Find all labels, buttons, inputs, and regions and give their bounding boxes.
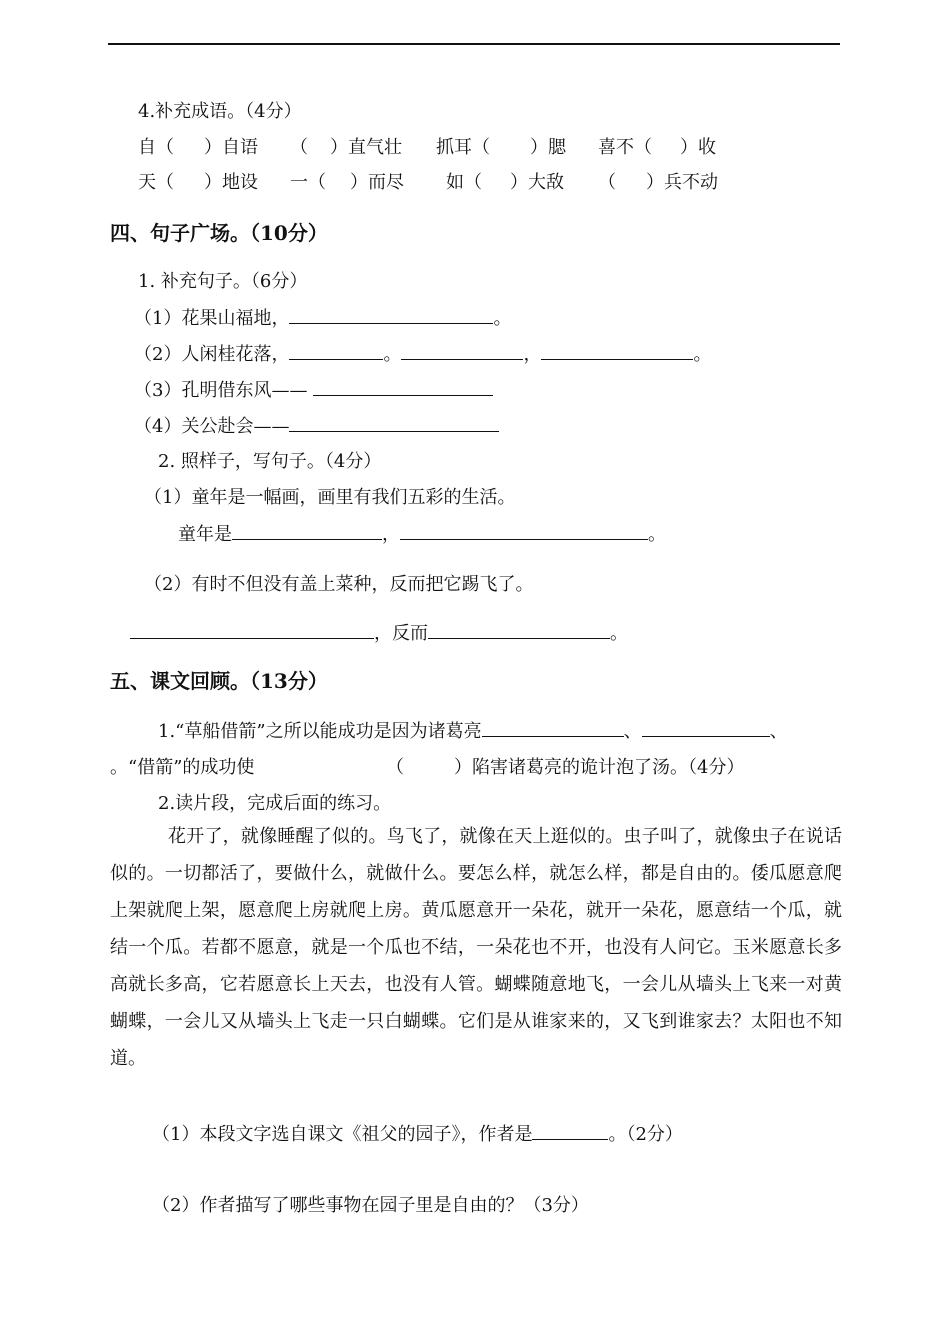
- idiom-6-part-1: 一（: [290, 172, 326, 193]
- blank-author[interactable]: [532, 1121, 608, 1140]
- idiom-3-part-1: 抓耳（: [436, 137, 490, 158]
- idiom-7-part-2: ）大敌: [510, 172, 564, 193]
- blank-ex2b[interactable]: [428, 620, 610, 639]
- example-1: （1）童年是一幅画，画里有我们五彩的生活。: [144, 487, 516, 508]
- idiom-5-part-1: 天（: [138, 172, 174, 193]
- idiom-1-part-2: ）自语: [204, 137, 258, 158]
- reading-passage: 花开了，就像睡醒了似的。鸟飞了，就像在天上逛似的。虫子叫了，就像虫子在说话似的。一切都活了，要做什么，就做什么。要怎么样，就怎么样，都是自由的。倭瓜愿意爬上架就爬上架，愿意爬上房就爬上房。黄瓜愿意开一朵花，就开一朵花，愿意结一个瓜，就结一个瓜。若都不愿意，就是一个瓜也不结，一朵花也不开，也没有人问它。玉米愿意长多高就长多高，它若愿意长上天去，也没有人管。蝴蝶随意地飞，一会儿从墙头上飞来一对黄蝴蝶，一会儿又从墙头上飞走一只白蝴蝶。它们是从谁家来的，又飞到谁家去？太阳也不知道。: [110, 826, 842, 1069]
- example-1-answer: [178, 521, 666, 548]
- sub-question-1-text: （1）本段文字选自课文《祖父的园子》，作者是: [152, 1124, 533, 1145]
- example-1-prompt: 童年是: [178, 524, 232, 545]
- blank-1[interactable]: [289, 305, 493, 324]
- idiom-7-part-1: 如（: [446, 172, 482, 193]
- sentence-3-text: （3）孔明借东风——: [134, 380, 308, 401]
- s4-q2-title: 2. 照样子，写句子。（4分）: [158, 451, 382, 472]
- sentence-2-text: （2）人闲桂花落，: [134, 344, 290, 365]
- separator: 、: [769, 721, 788, 742]
- period: 。: [610, 623, 628, 644]
- idiom-2-part-2: ）直气壮: [330, 137, 402, 158]
- blank-4[interactable]: [289, 413, 499, 432]
- idiom-3-part-2: ）腮: [530, 137, 566, 158]
- idiom-2-part-1: （: [290, 137, 308, 158]
- s5-q1-line2a: 。“借箭”的成功使: [110, 757, 255, 778]
- period: 。: [648, 524, 666, 545]
- top-rule: [108, 43, 840, 45]
- section-4-heading: 四、句子广场。（10分）: [110, 221, 328, 245]
- comma: ，: [382, 524, 400, 545]
- example-2-answer: [130, 620, 628, 647]
- idiom-6-part-2: ）而尽: [350, 172, 404, 193]
- s5-q1-line2b: （: [386, 757, 404, 778]
- sentence-1-text: （1）花果山福地，: [134, 308, 290, 329]
- blank-2c[interactable]: [541, 341, 693, 360]
- section-5-heading: 五、课文回顾。（13分）: [110, 669, 328, 693]
- sentence-2: [134, 341, 711, 368]
- s5-q2-title: 2.读片段，完成后面的练习。: [158, 793, 392, 814]
- sub-question-2: （2）作者描写了哪些事物在园子里是自由的？（3分）: [152, 1195, 589, 1216]
- comma: ，: [523, 344, 542, 365]
- blank-ex1b[interactable]: [400, 521, 648, 540]
- blank-2b[interactable]: [401, 341, 523, 360]
- idiom-8-part-2: ）兵不动: [646, 172, 718, 193]
- s5-q1-line2c: ）陷害诸葛亮的诡计泡了汤。（4分）: [454, 757, 745, 778]
- separator: 、: [623, 721, 642, 742]
- blank-2a[interactable]: [289, 341, 383, 360]
- sentence-4: [134, 413, 499, 440]
- blank-s5a[interactable]: [482, 718, 624, 737]
- blank-ex2a[interactable]: [130, 620, 374, 639]
- s5-q1-text: 1.“草船借箭”之所以能成功是因为诸葛亮: [158, 721, 482, 742]
- idiom-4-part-2: ）收: [680, 137, 716, 158]
- blank-3[interactable]: [313, 377, 493, 396]
- period: 。: [493, 308, 512, 329]
- period: 。: [383, 344, 402, 365]
- period: 。: [693, 344, 712, 365]
- sentence-3: [134, 377, 493, 404]
- sentence-1: [134, 305, 511, 332]
- blank-ex1a[interactable]: [232, 521, 382, 540]
- blank-s5b[interactable]: [642, 718, 770, 737]
- idiom-4-part-1: 喜不（: [598, 137, 652, 158]
- q4-title: 4.补充成语。（4分）: [138, 101, 302, 122]
- idiom-1-part-1: 自（: [138, 137, 174, 158]
- sub-question-1-end: 。（2分）: [608, 1124, 683, 1145]
- example-2-mid: ，反而: [374, 623, 428, 644]
- sentence-4-text: （4）关公赴会——: [134, 416, 290, 437]
- idiom-5-part-2: ）地设: [204, 172, 258, 193]
- s4-q1-title: 1. 补充句子。（6分）: [138, 271, 308, 292]
- s5-q1-line1: [158, 718, 788, 745]
- idiom-8-part-1: （: [598, 172, 616, 193]
- sub-question-1: [152, 1121, 683, 1148]
- example-2: （2）有时不但没有盖上菜种，反而把它踢飞了。: [144, 574, 534, 595]
